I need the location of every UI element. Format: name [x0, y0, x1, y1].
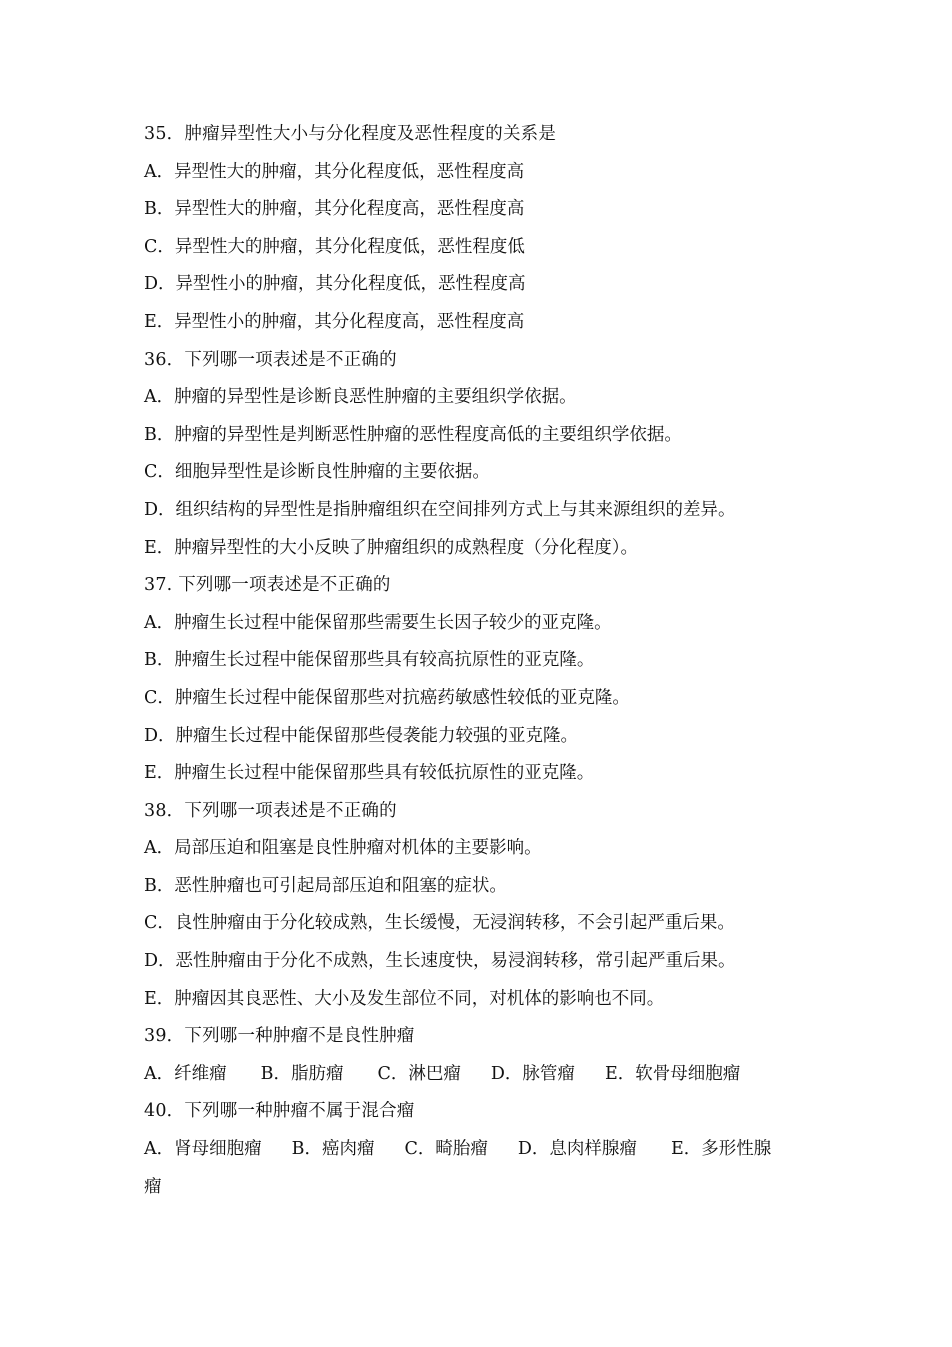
question-38-stem: 38．下列哪一项表述是不正确的 — [144, 800, 397, 821]
question-36-option-c: C．细胞异型性是诊断良性肿瘤的主要依据。 — [144, 462, 490, 483]
question-39-option-b: B．脂肪瘤 — [260, 1063, 344, 1084]
question-39-options — [144, 1056, 832, 1094]
question-36-option-a: A．肿瘤的异型性是诊断良恶性肿瘤的主要组织学依据。 — [144, 387, 577, 408]
question-35-option-a: A．异型性大的肿瘤，其分化程度低，恶性程度高 — [144, 161, 525, 182]
question-38-option-c: C．良性肿瘤由于分化较成熟，生长缓慢，无浸润转移，不会引起严重后果。 — [144, 913, 735, 934]
question-36-option-d: D．组织结构的异型性是指肿瘤组织在空间排列方式上与其来源组织的差异。 — [144, 499, 736, 520]
question-38-option-b: B．恶性肿瘤也可引起局部压迫和阻塞的症状。 — [144, 875, 507, 896]
question-37-option-e: E．肿瘤生长过程中能保留那些具有较低抗原性的亚克隆。 — [144, 763, 595, 784]
question-39-option-c: C．淋巴瘤 — [377, 1063, 461, 1084]
question-40-stem: 40．下列哪一种肿瘤不属于混合瘤 — [144, 1101, 415, 1122]
question-39-option-d: D．脉管瘤 — [490, 1063, 575, 1084]
question-39-stem: 39．下列哪一种肿瘤不是良性肿瘤 — [144, 1026, 415, 1047]
question-35-option-b: B．异型性大的肿瘤，其分化程度高，恶性程度高 — [144, 199, 525, 220]
question-35-option-c: C．异型性大的肿瘤，其分化程度低，恶性程度低 — [144, 236, 525, 257]
question-40-option-c: C．畸胎瘤 — [404, 1139, 488, 1160]
question-35-stem: 35．肿瘤异型性大小与分化程度及恶性程度的关系是 — [144, 124, 557, 144]
question-40-option-e-continuation: 瘤 — [144, 1176, 162, 1197]
question-40-options — [144, 1131, 832, 1169]
question-37-option-d: D．肿瘤生长过程中能保留那些侵袭能力较强的亚克隆。 — [144, 725, 579, 746]
question-36-option-b: B．肿瘤的异型性是判断恶性肿瘤的恶性程度高低的主要组织学依据。 — [144, 424, 682, 445]
question-38-option-a: A．局部压迫和阻塞是良性肿瘤对机体的主要影响。 — [144, 838, 542, 859]
question-39-option-e: E．软骨母细胞瘤 — [604, 1063, 741, 1084]
question-40-option-d: D．息肉样腺瘤 — [517, 1139, 637, 1160]
question-40-option-e: E．多形性腺 — [670, 1139, 772, 1160]
question-37-option-a: A．肿瘤生长过程中能保留那些需要生长因子较少的亚克隆。 — [144, 612, 612, 633]
question-38-option-d: D．恶性肿瘤由于分化不成熟，生长速度快，易浸润转移，常引起严重后果。 — [144, 951, 736, 972]
question-37-option-c: C．肿瘤生长过程中能保留那些对抗癌药敏感性较低的亚克隆。 — [144, 687, 630, 708]
question-36-option-e: E．肿瘤异型性的大小反映了肿瘤组织的成熟程度（分化程度）。 — [144, 537, 639, 558]
question-38-option-e: E．肿瘤因其良恶性、大小及发生部位不同，对机体的影响也不同。 — [144, 988, 665, 1009]
question-37-stem: 37. 下列哪一项表述是不正确的 — [144, 575, 391, 596]
question-35-option-e: E．异型性小的肿瘤，其分化程度高，恶性程度高 — [144, 311, 525, 332]
question-37-option-b: B．肿瘤生长过程中能保留那些具有较高抗原性的亚克隆。 — [144, 650, 595, 671]
question-39-option-a: A．纤维瘤 — [144, 1063, 227, 1084]
question-40-option-b: B．癌肉瘤 — [291, 1139, 375, 1160]
question-40-option-a: A．肾母细胞瘤 — [144, 1139, 262, 1160]
question-36-stem: 36．下列哪一项表述是不正确的 — [144, 349, 397, 370]
question-35-option-d: D．异型性小的肿瘤，其分化程度低，恶性程度高 — [144, 274, 526, 295]
